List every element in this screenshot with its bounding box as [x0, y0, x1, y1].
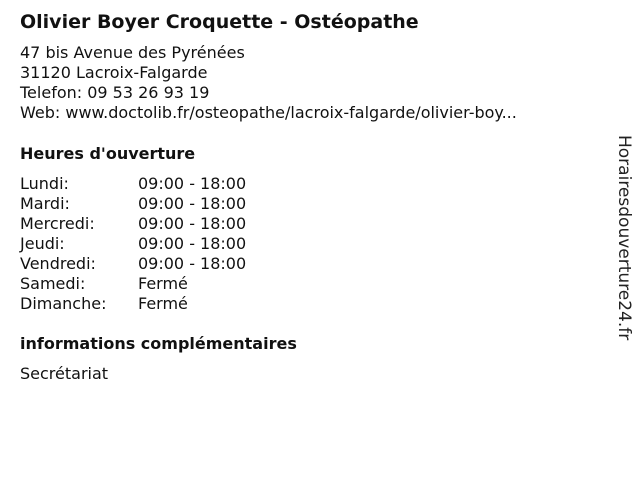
hours-row-tuesday — [20, 194, 320, 214]
time-value: Fermé — [138, 274, 188, 293]
additional-info-heading: informations complémentaires — [20, 334, 297, 353]
time-value: 09:00 - 18:00 — [138, 174, 247, 193]
additional-info-text: Secrétariat — [20, 364, 109, 383]
day-label: Samedi: — [20, 274, 86, 293]
time-value: 09:00 - 18:00 — [138, 254, 247, 273]
time-value: 09:00 - 18:00 — [138, 214, 247, 233]
opening-hours-heading: Heures d'ouverture — [20, 144, 196, 163]
day-label: Vendredi: — [20, 254, 96, 273]
hours-row-friday — [20, 254, 320, 274]
time-value: Fermé — [138, 294, 188, 313]
opening-hours-table — [20, 174, 320, 314]
day-label: Jeudi: — [20, 234, 65, 253]
phone-number[interactable]: Telefon: 09 53 26 93 19 — [20, 83, 210, 102]
website-link[interactable]: Web: www.doctolib.fr/osteopathe/lacroix-falgarde/olivier-boy... — [20, 103, 517, 122]
address-street: 47 bis Avenue des Pyrénées — [20, 43, 245, 62]
site-brand-vertical: Horairesdouverture24.fr — [614, 135, 634, 341]
business-title: Olivier Boyer Croquette - Ostéopathe — [20, 11, 419, 33]
time-value: 09:00 - 18:00 — [138, 194, 247, 213]
hours-row-monday — [20, 174, 320, 194]
time-value: 09:00 - 18:00 — [138, 234, 247, 253]
hours-row-saturday — [20, 274, 320, 294]
day-label: Lundi: — [20, 174, 69, 193]
address-city: 31120 Lacroix-Falgarde — [20, 63, 208, 82]
business-address-block — [20, 43, 517, 123]
hours-row-sunday — [20, 294, 320, 314]
day-label: Dimanche: — [20, 294, 107, 313]
day-label: Mercredi: — [20, 214, 95, 233]
day-label: Mardi: — [20, 194, 70, 213]
hours-row-thursday — [20, 234, 320, 254]
hours-row-wednesday — [20, 214, 320, 234]
